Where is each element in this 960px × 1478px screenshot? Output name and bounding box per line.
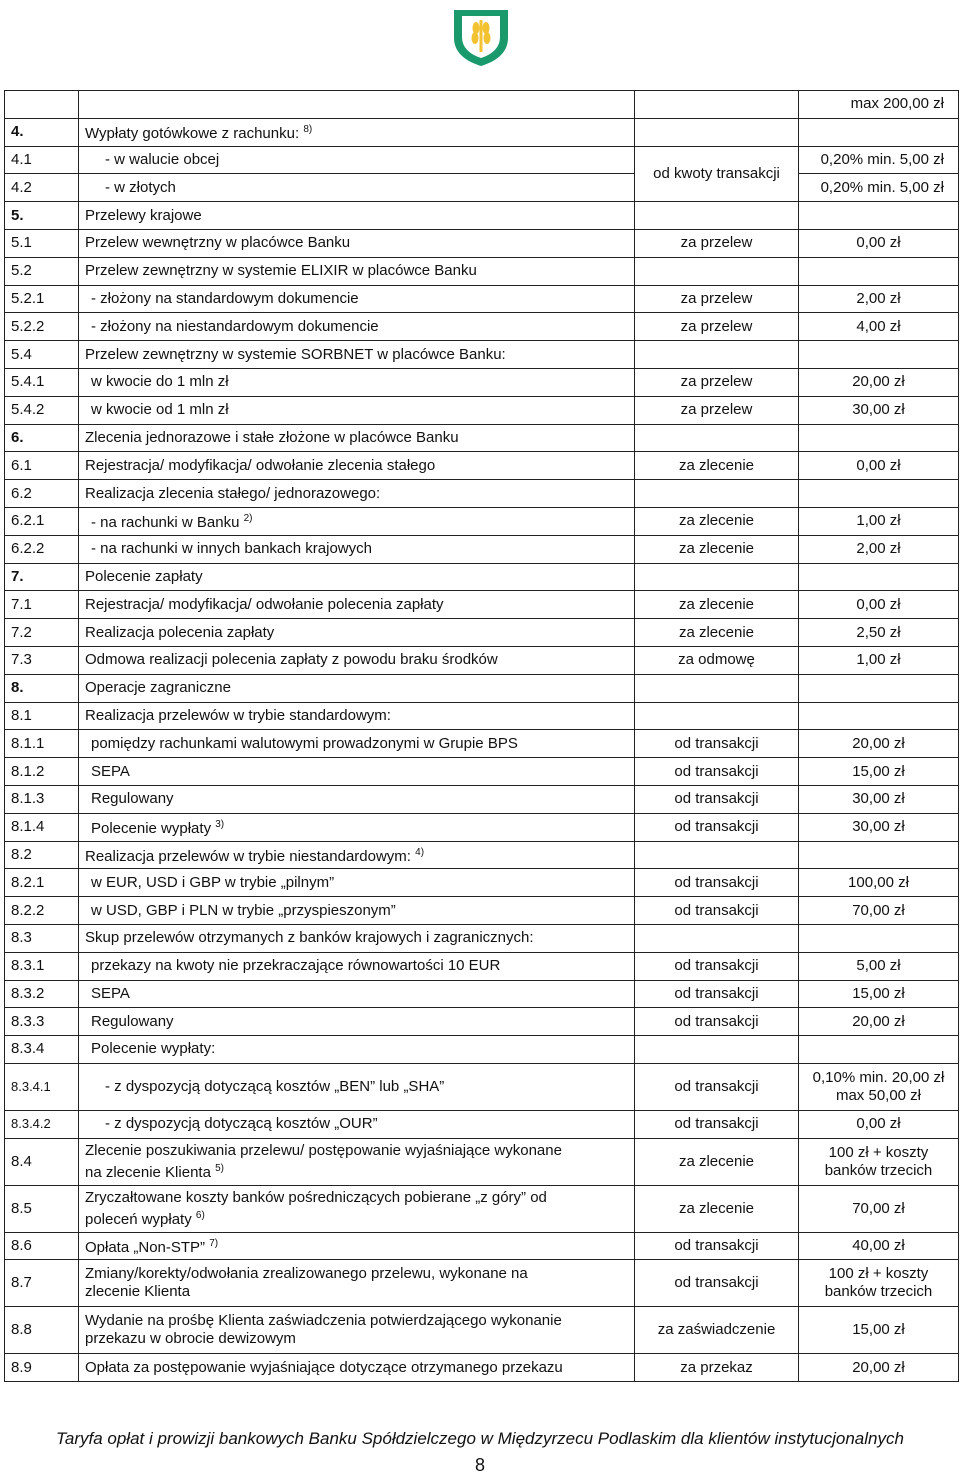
row-fee: [799, 563, 959, 591]
table-row: [5, 924, 959, 952]
table-row: [5, 1008, 959, 1036]
row-description: w EUR, USD i GBP w trybie „pilnym”: [79, 869, 635, 897]
row-basis: [635, 1036, 799, 1064]
row-number: 6.2.2: [5, 535, 79, 563]
row-number: 5.2.1: [5, 285, 79, 313]
row-fee: 1,00 zł: [799, 507, 959, 535]
row-description: Rejestracja/ modyfikacja/ odwołanie zlecenia stałego: [79, 452, 635, 480]
row-description: Realizacja przelewów w trybie standardowym:: [79, 702, 635, 730]
row-fee: [799, 924, 959, 952]
row-fee: 15,00 zł: [799, 1307, 959, 1354]
row-basis: od kwoty transakcji: [635, 146, 799, 202]
row-basis: za zlecenie: [635, 507, 799, 535]
row-number: 7.: [5, 563, 79, 591]
row-basis: za odmowę: [635, 646, 799, 674]
row-fee: 2,00 zł: [799, 285, 959, 313]
row-description: Wydanie na prośbę Klienta zaświadczenia potwierdzającego wykonanie przekazu w obrocie dewizowym: [79, 1307, 635, 1354]
table-row: [5, 841, 959, 869]
row-description: - złożony na standardowym dokumencie: [79, 285, 635, 313]
row-description: Zmiany/korekty/odwołania zrealizowanego przelewu, wykonane na zlecenie Klienta: [79, 1260, 635, 1307]
footnote-ref: 8): [303, 124, 313, 136]
table-row: [5, 1185, 959, 1232]
row-fee: 0,20% min. 5,00 zł: [799, 174, 959, 202]
table-row: [5, 674, 959, 702]
row-basis: za zlecenie: [635, 619, 799, 647]
row-fee: [799, 202, 959, 230]
row-number: 8.3.3: [5, 1008, 79, 1036]
row-fee: [799, 118, 959, 146]
bank-logo-icon: [446, 4, 516, 68]
fee-table: [4, 90, 959, 1382]
table-row: [5, 146, 959, 174]
row-basis: za zlecenie: [635, 1138, 799, 1185]
table-row: [5, 1036, 959, 1064]
row-number: 5.2.2: [5, 313, 79, 341]
row-fee: [799, 424, 959, 452]
row-number: 5.1: [5, 229, 79, 257]
row-description: Polecenie wypłaty $^{3)}$: [79, 813, 635, 841]
row-number: 8.6: [5, 1232, 79, 1260]
row-description: Rejestracja/ modyfikacja/ odwołanie polecenia zapłaty: [79, 591, 635, 619]
row-number: 8.4: [5, 1138, 79, 1185]
row-basis: od transakcji: [635, 869, 799, 897]
row-fee: 5,00 zł: [799, 952, 959, 980]
table-row: [5, 507, 959, 535]
row-fee: [799, 702, 959, 730]
row-description: Odmowa realizacji polecenia zapłaty z powodu braku środków: [79, 646, 635, 674]
table-row: [5, 1354, 959, 1382]
row-basis: za przelew: [635, 285, 799, 313]
row-fee: 15,00 zł: [799, 980, 959, 1008]
row-description: SEPA: [79, 758, 635, 786]
table-row: [5, 229, 959, 257]
table-row: [5, 91, 959, 119]
row-description: Opłata „Non-STP” $^{7)}$: [79, 1232, 635, 1260]
row-description: pomiędzy rachunkami walutowymi prowadzonymi w Grupie BPS: [79, 730, 635, 758]
row-description: Przelew zewnętrzny w systemie SORBNET w placówce Banku:: [79, 341, 635, 369]
table-row: [5, 646, 959, 674]
table-row: [5, 396, 959, 424]
row-description: w kwocie od 1 mln zł: [79, 396, 635, 424]
footnote-ref: 5): [215, 1162, 224, 1174]
row-number: 8.1.2: [5, 758, 79, 786]
row-number: 7.1: [5, 591, 79, 619]
table-row: [5, 813, 959, 841]
row-fee: 30,00 zł: [799, 396, 959, 424]
row-description: w USD, GBP i PLN w trybie „przyspieszonym”: [79, 897, 635, 925]
row-fee: 70,00 zł: [799, 1185, 959, 1232]
row-fee: [799, 257, 959, 285]
table-row: [5, 619, 959, 647]
footnote-ref: 7): [209, 1238, 219, 1250]
row-basis: za przelew: [635, 229, 799, 257]
table-row: [5, 285, 959, 313]
row-basis: [635, 702, 799, 730]
footnote-ref: 2): [243, 513, 253, 525]
row-number: 8.2: [5, 841, 79, 869]
row-fee: 0,20% min. 5,00 zł: [799, 146, 959, 174]
table-row: [5, 1110, 959, 1138]
row-basis: [635, 563, 799, 591]
table-row: [5, 897, 959, 925]
row-description: Regulowany: [79, 1008, 635, 1036]
table-row: [5, 591, 959, 619]
footnote-ref: 4): [415, 846, 425, 858]
table-row: [5, 785, 959, 813]
row-fee: 70,00 zł: [799, 897, 959, 925]
table-row: [5, 341, 959, 369]
row-basis: od transakcji: [635, 730, 799, 758]
row-number: 4.1: [5, 146, 79, 174]
row-basis: za zaświadczenie: [635, 1307, 799, 1354]
row-number: 4.: [5, 118, 79, 146]
row-number: 7.3: [5, 646, 79, 674]
row-basis: od transakcji: [635, 897, 799, 925]
row-number: 8.1.3: [5, 785, 79, 813]
row-fee: 20,00 zł: [799, 730, 959, 758]
row-number: 8.3: [5, 924, 79, 952]
table-row: [5, 480, 959, 508]
row-number: 8.3.4.2: [5, 1110, 79, 1138]
row-fee: 0,00 zł: [799, 229, 959, 257]
row-number: 8.1.4: [5, 813, 79, 841]
row-fee: [799, 674, 959, 702]
table-row: [5, 1232, 959, 1260]
row-number: 8.3.1: [5, 952, 79, 980]
row-basis: [635, 924, 799, 952]
row-description: - na rachunki w innych bankach krajowych: [79, 535, 635, 563]
row-description: Przelewy krajowe: [79, 202, 635, 230]
row-fee: 1,00 zł: [799, 646, 959, 674]
row-fee: 40,00 zł: [799, 1232, 959, 1260]
row-basis: od transakcji: [635, 1110, 799, 1138]
row-number: 8.3.4.1: [5, 1063, 79, 1110]
table-row: [5, 730, 959, 758]
row-fee: 100 zł + koszty banków trzecich: [799, 1260, 959, 1307]
row-number: 8.1.1: [5, 730, 79, 758]
row-number: 8.3.2: [5, 980, 79, 1008]
row-number: 5.2: [5, 257, 79, 285]
row-basis: od transakcji: [635, 1232, 799, 1260]
row-description: przekazy na kwoty nie przekraczające równowartości 10 EUR: [79, 952, 635, 980]
row-number: 8.9: [5, 1354, 79, 1382]
row-description: Zryczałtowane koszty banków pośredniczących pobierane „z góry” od poleceń wypłaty $^{6)}$: [79, 1185, 635, 1232]
row-number: 7.2: [5, 619, 79, 647]
row-basis: [635, 424, 799, 452]
row-fee: 2,00 zł: [799, 535, 959, 563]
row-description: - złożony na niestandardowym dokumencie: [79, 313, 635, 341]
row-description: SEPA: [79, 980, 635, 1008]
row-fee: 30,00 zł: [799, 785, 959, 813]
row-description: Przelew wewnętrzny w placówce Banku: [79, 229, 635, 257]
row-description: Regulowany: [79, 785, 635, 813]
row-basis: [635, 118, 799, 146]
row-description: Wypłaty gotówkowe z rachunku: $^{8)}$: [79, 118, 635, 146]
table-row: [5, 452, 959, 480]
row-number: 4.2: [5, 174, 79, 202]
row-number: 6.1: [5, 452, 79, 480]
row-description: - z dyspozycją dotyczącą kosztów „OUR”: [79, 1110, 635, 1138]
table-row: [5, 313, 959, 341]
table-row: [5, 1063, 959, 1110]
table-row: [5, 980, 959, 1008]
row-fee: 20,00 zł: [799, 1354, 959, 1382]
row-basis: [635, 257, 799, 285]
row-basis: za przelew: [635, 313, 799, 341]
row-description: Realizacja polecenia zapłaty: [79, 619, 635, 647]
row-basis: od transakcji: [635, 813, 799, 841]
table-row: [5, 563, 959, 591]
row-number: 8.2.2: [5, 897, 79, 925]
row-basis: od transakcji: [635, 1260, 799, 1307]
row-description: Polecenie zapłaty: [79, 563, 635, 591]
row-description: - na rachunki w Banku $^{2)}$: [79, 507, 635, 535]
table-row: [5, 758, 959, 786]
table-row: [5, 535, 959, 563]
row-basis: od transakcji: [635, 758, 799, 786]
row-description: - w walucie obcej: [79, 146, 635, 174]
table-row: [5, 424, 959, 452]
row-fee: 20,00 zł: [799, 1008, 959, 1036]
row-fee: 20,00 zł: [799, 368, 959, 396]
row-basis: [635, 674, 799, 702]
table-row: [5, 202, 959, 230]
row-basis: za zlecenie: [635, 535, 799, 563]
table-row: [5, 118, 959, 146]
row-number: 5.4.1: [5, 368, 79, 396]
row-description: Opłata za postępowanie wyjaśniające dotyczące otrzymanego przekazu: [79, 1354, 635, 1382]
row-number: 5.4: [5, 341, 79, 369]
table-row: [5, 1138, 959, 1185]
row-fee: [799, 1036, 959, 1064]
row-description: w kwocie do 1 mln zł: [79, 368, 635, 396]
row-basis: za zlecenie: [635, 591, 799, 619]
row-description: - z dyspozycją dotyczącą kosztów „BEN” lub „SHA”: [79, 1063, 635, 1110]
row-fee: max 200,00 zł: [799, 91, 959, 119]
row-basis: od transakcji: [635, 785, 799, 813]
row-description: [79, 91, 635, 119]
footnote-ref: 6): [195, 1209, 205, 1221]
footer-title: Taryfa opłat i prowizji bankowych Banku Spółdzielczego w Międzyrzecu Podlaskim dla klientów instytucjonalnych: [56, 1429, 904, 1448]
row-description: Zlecenia jednorazowe i stałe złożone w placówce Banku: [79, 424, 635, 452]
row-number: 8.8: [5, 1307, 79, 1354]
row-number: 6.: [5, 424, 79, 452]
row-number: 8.: [5, 674, 79, 702]
footnote-ref: 3): [215, 819, 225, 831]
table-row: [5, 952, 959, 980]
row-number: 5.: [5, 202, 79, 230]
row-fee: 4,00 zł: [799, 313, 959, 341]
table-row: [5, 702, 959, 730]
row-fee: 100,00 zł: [799, 869, 959, 897]
row-basis: za zlecenie: [635, 452, 799, 480]
row-description: Realizacja zlecenia stałego/ jednorazowego:: [79, 480, 635, 508]
row-description: Realizacja przelewów w trybie niestandardowym: $^{4)}$: [79, 841, 635, 869]
table-row: [5, 1307, 959, 1354]
row-number: 8.2.1: [5, 869, 79, 897]
row-number: 8.5: [5, 1185, 79, 1232]
row-basis: [635, 202, 799, 230]
row-description: Przelew zewnętrzny w systemie ELIXIR w placówce Banku: [79, 257, 635, 285]
row-basis: od transakcji: [635, 1008, 799, 1036]
row-basis: [635, 480, 799, 508]
row-basis: [635, 91, 799, 119]
row-description: Zlecenie poszukiwania przelewu/ postępowanie wyjaśniające wykonane na zlecenie Klienta $^{5)}$: [79, 1138, 635, 1185]
table-row: [5, 869, 959, 897]
row-basis: za przelew: [635, 396, 799, 424]
row-fee: [799, 480, 959, 508]
table-row: [5, 174, 959, 202]
row-basis: [635, 341, 799, 369]
row-basis: od transakcji: [635, 980, 799, 1008]
row-number: 8.3.4: [5, 1036, 79, 1064]
row-number: 6.2.1: [5, 507, 79, 535]
row-basis: za przelew: [635, 368, 799, 396]
row-description: Skup przelewów otrzymanych z banków krajowych i zagranicznych:: [79, 924, 635, 952]
row-fee: 15,00 zł: [799, 758, 959, 786]
row-basis: za zlecenie: [635, 1185, 799, 1232]
row-number: 6.2: [5, 480, 79, 508]
row-fee: 30,00 zł: [799, 813, 959, 841]
row-number: 8.7: [5, 1260, 79, 1307]
row-fee: 0,00 zł: [799, 1110, 959, 1138]
row-fee: 0,00 zł: [799, 452, 959, 480]
row-description: Operacje zagraniczne: [79, 674, 635, 702]
row-fee: 100 zł + koszty banków trzecich: [799, 1138, 959, 1185]
table-row: [5, 257, 959, 285]
row-number: 5.4.2: [5, 396, 79, 424]
row-basis: [635, 841, 799, 869]
page-number: 8: [474, 1455, 485, 1475]
row-fee: [799, 841, 959, 869]
row-fee: [799, 341, 959, 369]
row-basis: od transakcji: [635, 952, 799, 980]
table-row: [5, 1260, 959, 1307]
row-fee: 0,10% min. 20,00 zł max 50,00 zł: [799, 1063, 959, 1110]
row-number: 8.1: [5, 702, 79, 730]
row-number: [5, 91, 79, 119]
row-fee: 0,00 zł: [799, 591, 959, 619]
row-basis: za przekaz: [635, 1354, 799, 1382]
row-description: - w złotych: [79, 174, 635, 202]
table-row: [5, 368, 959, 396]
row-fee: 2,50 zł: [799, 619, 959, 647]
row-description: Polecenie wypłaty:: [79, 1036, 635, 1064]
row-basis: od transakcji: [635, 1063, 799, 1110]
